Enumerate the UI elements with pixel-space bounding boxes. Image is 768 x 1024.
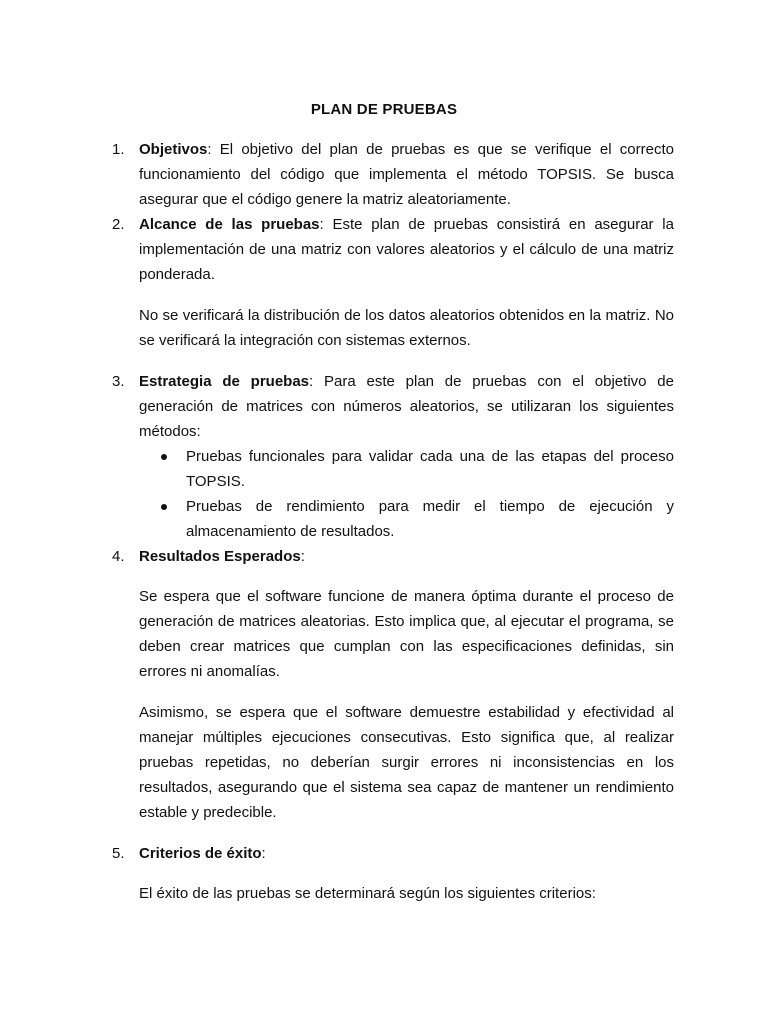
section-number: 1. [112,141,125,158]
section-number: 5. [112,845,125,862]
section-alcance [112,212,674,287]
list-item [139,444,674,494]
bullet-text: Pruebas funcionales para validar cada una de las etapas del proceso TOPSIS. [186,448,674,490]
section-heading: Criterios de éxito [139,845,262,862]
section-heading: Objetivos [139,141,208,158]
strategy-bullet-list [139,444,674,544]
section-number: 2. [112,216,125,233]
section-text: : Para este plan de pruebas con el objetivo de generación de matrices con números aleatorios, se utilizaran los siguientes métodos: [139,373,674,440]
section-heading: Resultados Esperados [139,548,301,565]
section-number: 4. [112,548,125,565]
section-text: : [261,845,266,862]
bullet-text: Pruebas de rendimiento para medir el tiempo de ejecución y almacenamiento de resultados. [186,498,674,540]
section-heading: Estrategia de pruebas [139,373,310,390]
resultados-paragraph: Asimismo, se espera que el software demuestre estabilidad y efectividad al manejar múltiples ejecuciones consecutivas. Esto significa que, al realizar pruebas repetidas, no deberían surgir errores ni inconsistencias en los resultados, asegurando que el sistema sea capaz de mantener un rendimiento estable y predecible. [139,704,674,821]
section-resultados [112,544,674,569]
section-heading: Alcance de las pruebas [139,216,320,233]
page-title: PLAN DE PRUEBAS [310,101,458,118]
resultados-paragraph: Se espera que el software funcione de manera óptima durante el proceso de generación de matrices aleatorias. Esto implica que, al ejecutar el programa, se deben crear matrices que cumplan con las especificaciones definidas, sin errores ni anomalías. [139,588,674,680]
bullet-icon [161,454,167,460]
section-number: 3. [112,373,125,390]
alcance-exclusions-paragraph: No se verificará la distribución de los datos aleatorios obtenidos en la matriz. No se verificará la integración con sistemas externos. [139,307,674,349]
section-text: : [300,548,305,565]
section-objetivos [112,137,674,212]
section-text: : El objetivo del plan de pruebas es que se verifique el correcto funcionamiento del código que implementa el método TOPSIS. Se busca asegurar que el código genere la matriz aleatoriamente. [139,141,674,208]
section-criterios [112,841,674,866]
section-estrategia [112,369,674,444]
section-text: : Este plan de pruebas consistirá en asegurar la implementación de una matriz con valores aleatorios y el cálculo de una matriz ponderada. [139,216,674,283]
criterios-paragraph: El éxito de las pruebas se determinará según los siguientes criterios: [139,885,596,902]
list-item [139,494,674,544]
bullet-icon [161,504,167,510]
